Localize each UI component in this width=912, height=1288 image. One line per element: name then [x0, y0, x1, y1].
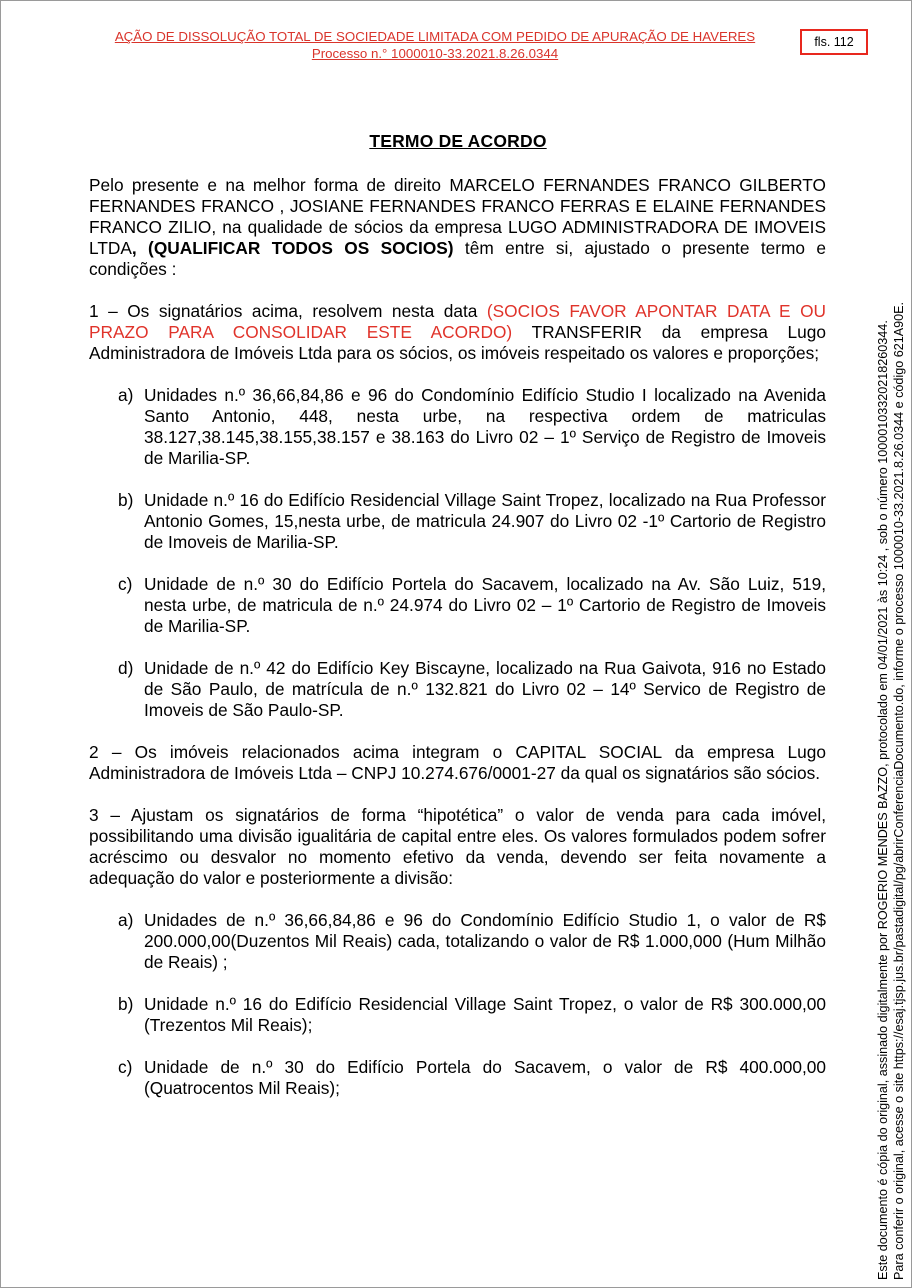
clause-1-item-d: d) Unidade de n.º 42 do Edifício Key Biscayne, localizado na Rua Gaivota, 916 no Estado de São Paulo, de matrícula de n.º 132.821 do Livro 02 – 14º Servico de Registro de Imoveis de São Paulo-SP.	[118, 658, 826, 720]
clause-3-item-c: c) Unidade de n.º 30 do Edifício Portela do Sacavem, o valor de R$ 400.000,00 (Quatrocentos Mil Reais);	[118, 1057, 826, 1098]
process-number: Processo n.° 1000010-33.2021.8.26.0344	[311, 46, 559, 61]
document-header	[90, 28, 780, 62]
intro-paragraph: Pelo presente e na melhor forma de direito MARCELO FERNANDES FRANCO GILBERTO FERNANDES FRANCO , JOSIANE FERNANDES FRANCO FERRAS E ELAINE FERNANDES FRANCO ZILIO, na qualidade de sócios da empresa LUGO ADMINISTRADORA DE IMOVEIS LTDA, (QUALIFICAR TODOS OS SOCIOS) têm entre si, ajustado o presente termo e condições :	[89, 175, 826, 279]
case-title: AÇÃO DE DISSOLUÇÃO TOTAL DE SOCIEDADE LIMITADA COM PEDIDO DE APURAÇÃO DE HAVERES	[114, 29, 756, 44]
clause-1-item-a: a) Unidades n.º 36,66,84,86 e 96 do Condomínio Edifício Studio I localizado na Avenida Santo Antonio, 448, nesta urbe, na respectiva ordem de matriculas 38.127,38.145,38.155,38.157 e 38.163 do Livro 02 – 1º Serviço de Registro de Imoveis de Marilia-SP.	[118, 385, 826, 468]
document-body	[89, 175, 826, 1099]
clause-1-highlight: (SOCIOS FAVOR APONTAR DATA E OU PRAZO PARA CONSOLIDAR ESTE ACORDO)	[89, 301, 827, 342]
clause-1: 1 – Os signatários acima, resolvem nesta data (SOCIOS FAVOR APONTAR DATA E OU PRAZO PARA CONSOLIDAR ESTE ACORDO) TRANSFERIR da empresa Lugo Administradora de Imóveis Ltda para os sócios, os imóveis respeitado os valores e proporções;	[89, 301, 827, 363]
page-number-badge: fls. 112	[800, 29, 868, 55]
clause-2: 2 – Os imóveis relacionados acima integram o CAPITAL SOCIAL da empresa Lugo Administradora de Imóveis Ltda – CNPJ 10.274.676/0001-27 da qual os signatários são sócios.	[89, 742, 826, 783]
signature-line-2: Para conferir o original, acesse o site https://esaj.tjsp.jus.br/pastadigital/pg/abrirConferenciaDocumento.do, informe o processo 1000010-33.2021.8.26.0344 e código 621A90E.	[891, 301, 906, 1280]
clause-1-item-b: b) Unidade n.º 16 do Edifício Residencial Village Saint Tropez, localizado na Rua Professor Antonio Gomes, 15,nesta urbe, de matricula 24.907 do Livro 02 -1º Cartorio de Registro de Imoveis de Marilia-SP.	[118, 490, 826, 552]
intro-bold-note: , (QUALIFICAR TODOS OS SOCIOS)	[131, 238, 454, 258]
document-title: TERMO DE ACORDO	[369, 131, 547, 151]
clause-1-item-c: c) Unidade de n.º 30 do Edifício Portela do Sacavem, localizado na Av. São Luiz, 519, nesta urbe, de matricula de n.º 24.974 do Livro 02 – 1º Cartorio de Registro de Imoveis de Marilia-SP.	[118, 574, 826, 636]
signature-line-1: Este documento é cópia do original, assinado digitalmente por ROGERIO MENDES BAZZO, protocolado em 04/01/2021 às 10:24 , sob o número 10000103320218260344.	[876, 320, 890, 1280]
clause-3-item-b: b) Unidade n.º 16 do Edifício Residencial Village Saint Tropez, o valor de R$ 300.000,00 (Trezentos Mil Reais);	[118, 994, 826, 1035]
digital-signature-stamp	[876, 10, 907, 1280]
clause-3: 3 – Ajustam os signatários de forma “hipotética” o valor de venda para cada imóvel, possibilitando uma divisão igualitária de capital entre eles. Os valores formulados podem sofrer acréscimo ou desvalor no momento efetivo da venda, devendo ser feita novamente a adequação do valor e posteriormente a divisão:	[89, 805, 826, 888]
clause-3-item-a: a) Unidades de n.º 36,66,84,86 e 96 do Condomínio Edifício Studio 1, o valor de R$ 200.000,00(Duzentos Mil Reais) cada, totalizando o valor de R$ 1.000,000 (Hum Milhão de Reais) ;	[118, 910, 826, 972]
